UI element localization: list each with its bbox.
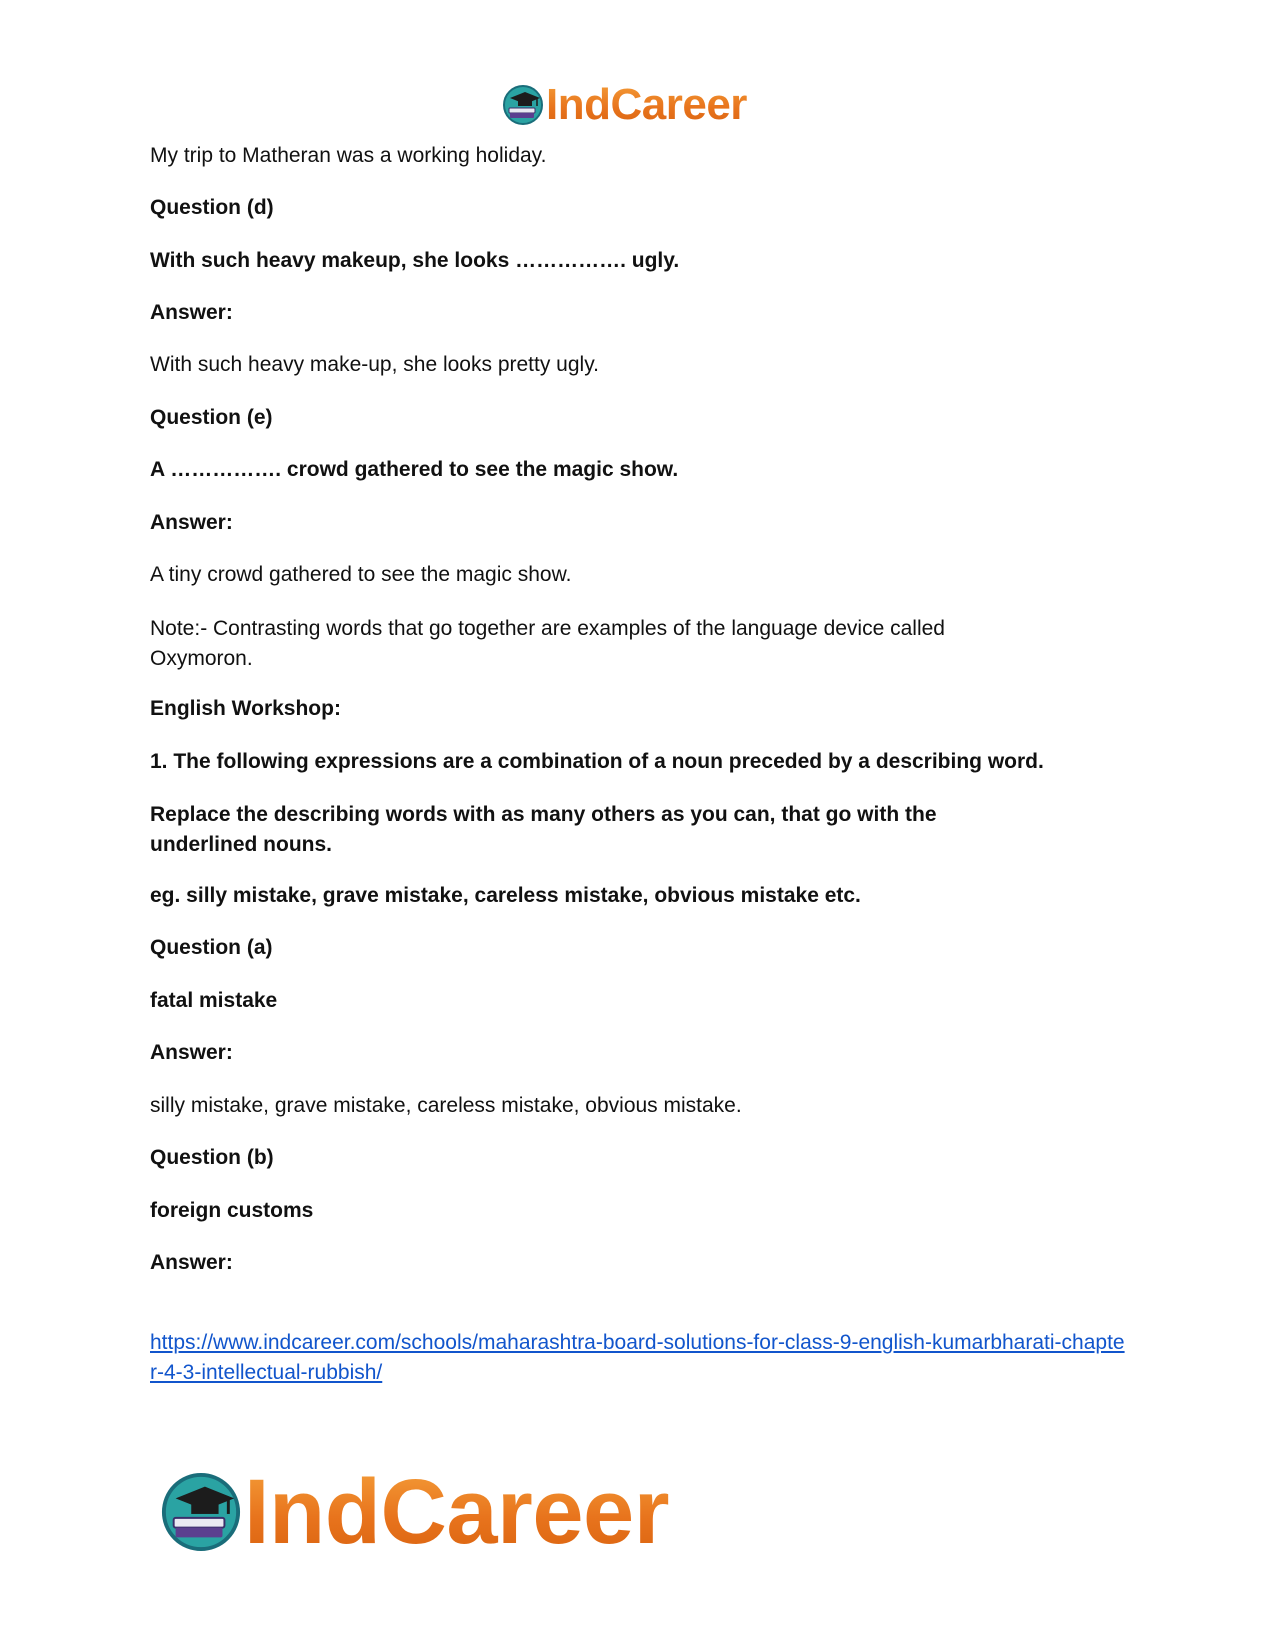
- answer-e-label: Answer:: [150, 511, 233, 534]
- footer-logo-text: IndCareer: [244, 1461, 669, 1563]
- answer-d-text: With such heavy make-up, she looks pretty ugly.: [150, 353, 599, 376]
- question-e-heading: Question (e): [150, 406, 273, 429]
- question-a-heading: Question (a): [150, 936, 273, 959]
- question-e-text: A ……………. crowd gathered to see the magic show.: [150, 458, 679, 481]
- source-link[interactable]: https://www.indcareer.com/schools/maharashtra-board-solutions-for-class-9-english-kumarbharati-chapter-4-3-intellectual-rubbish/: [150, 1331, 1125, 1384]
- question-d-text: With such heavy makeup, she looks ……………. ugly.: [150, 249, 680, 272]
- question-b-heading: Question (b): [150, 1146, 274, 1169]
- answer-a-text: silly mistake, grave mistake, careless mistake, obvious mistake.: [150, 1094, 742, 1117]
- paragraph-answer-c: My trip to Matheran was a working holiday.: [150, 144, 547, 167]
- workshop-instruction-1: 1. The following expressions are a combination of a noun preceded by a describing word.: [150, 750, 1044, 773]
- question-d-heading: Question (d): [150, 196, 274, 219]
- footer-logo: [160, 1462, 669, 1562]
- header-logo: [502, 80, 747, 130]
- graduation-cap-book-icon: [502, 84, 544, 126]
- answer-d-label: Answer:: [150, 301, 233, 324]
- english-workshop-heading: English Workshop:: [150, 697, 341, 720]
- answer-b-label: Answer:: [150, 1251, 233, 1274]
- graduation-cap-book-icon: [160, 1471, 242, 1553]
- answer-e-text: A tiny crowd gathered to see the magic show.: [150, 563, 572, 586]
- question-b-text: foreign customs: [150, 1199, 314, 1222]
- header-logo-text: IndCareer: [546, 80, 747, 129]
- note-paragraph: Note:- Contrasting words that go together are examples of the language device called Oxymoron.: [150, 617, 945, 670]
- workshop-instruction-2: Replace the describing words with as many others as you can, that go with the underlined nouns.: [150, 803, 937, 856]
- question-a-text: fatal mistake: [150, 989, 278, 1012]
- answer-a-label: Answer:: [150, 1041, 233, 1064]
- workshop-example: eg. silly mistake, grave mistake, careless mistake, obvious mistake etc.: [150, 884, 861, 907]
